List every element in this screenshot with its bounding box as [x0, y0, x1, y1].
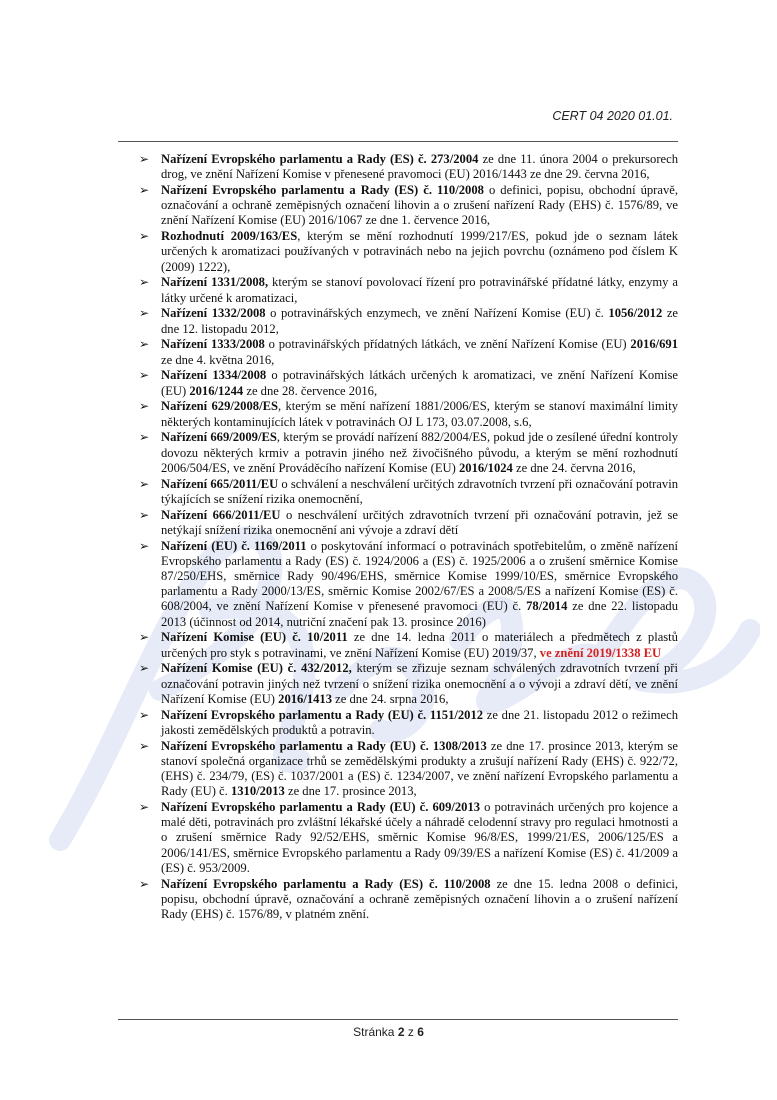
list-item: [137, 739, 678, 800]
bold-reference: Nařízení Evropského parlamentu a Rady (EU) č. 1151/2012: [161, 707, 484, 722]
list-item: [137, 183, 678, 229]
arrowhead-bullet-icon: ➢: [139, 183, 150, 197]
item-text: ze dne 17. prosince 2013, kterým se stanoví společná organizace trhů se zemědělskými produkty a zrušují nařízení Rady (EHS) č. 922/72, (EHS) č. 234/79, (ES) č. 1037/2001 a (ES) č. 1234/2007, ve znění nařízení Evropského parlamentu a Rady (EU) č.: [161, 738, 678, 799]
list-item: [137, 477, 678, 507]
list-item: [137, 306, 678, 336]
bold-reference: Nařízení 1333/2008: [161, 337, 265, 352]
list-item: [137, 630, 678, 660]
item-text: o potravinářských přídatných látkách, ve znění Nařízení Komise (EU): [264, 337, 631, 352]
bold-reference: Nařízení 1332/2008: [161, 306, 266, 321]
arrowhead-bullet-icon: ➢: [139, 707, 150, 722]
item-text: , kterým se mění nařízení 1881/2006/ES, kterým se stanoví maximální limity některých kontaminujících látek v potravinách OJ L 173, 03.07.2008, s.6,: [161, 399, 678, 429]
list-item: [137, 275, 678, 305]
arrowhead-bullet-icon: ➢: [139, 661, 150, 676]
arrowhead-bullet-icon: ➢: [139, 476, 150, 491]
arrowhead-bullet-icon: ➢: [139, 399, 150, 414]
item-text: ze dne 4. května 2016,: [161, 352, 275, 367]
list-item: [137, 800, 678, 876]
item-text: kterým se zřizuje seznam schválených zdravotních tvrzení při označování potravin jiných než tvrzení o snížení rizika onemocnění a o vývoji a zdraví dětí, ve znění Nařízení Komise (EU): [161, 661, 678, 706]
bold-reference: Nařízení 1334/2008: [161, 368, 267, 383]
arrowhead-bullet-icon: ➢: [139, 738, 150, 753]
arrowhead-bullet-icon: ➢: [139, 430, 150, 445]
list-item: [137, 368, 678, 398]
arrowhead-bullet-icon: ➢: [139, 800, 150, 815]
list-item: [137, 508, 678, 538]
item-text: o potravinářských látkách určených k aromatizaci, ve znění Nařízení Komise (EU): [161, 368, 678, 398]
item-text: ze dne 14. ledna 2011 o materiálech a předmětech z plastů určených pro styk s potravinami, ve znění Nařízení Komise (EU) 2019/37,: [161, 630, 678, 660]
page-footer: [0, 1025, 777, 1039]
item-text: o schválení a neschválení určitých zdravotních tvrzení při označování potravin týkajících se snížení rizika onemocnění,: [161, 476, 678, 506]
item-text: ze dne 28. července 2016,: [243, 383, 378, 398]
list-item: [137, 152, 678, 182]
bold-reference: Nařízení 629/2008/ES: [161, 399, 278, 414]
bold-reference: Nařízení Evropského parlamentu a Rady (ES) č. 110/2008: [161, 876, 491, 891]
bold-reference: 78/2014: [526, 599, 568, 614]
arrowhead-bullet-icon: ➢: [139, 229, 150, 244]
arrowhead-bullet-icon: ➢: [139, 507, 150, 522]
bold-reference: Nařízení 666/2011/EU: [161, 507, 281, 522]
bold-reference: Nařízení Evropského parlamentu a Rady (EU) č. 609/2013: [161, 800, 481, 815]
bold-reference: Rozhodnutí 2009/163/ES: [161, 229, 298, 244]
footer-divider: [118, 1019, 678, 1020]
item-text: o neschválení určitých zdravotních tvrzení při označování potravin, jež se netýkají snížení rizika onemocnění ani vývoje a zdraví dětí: [161, 507, 678, 537]
item-text: o poskytování informací o potravinách spotřebitelům, o změně nařízení Evropského parlamentu a Rady (ES) č. 1924/2006 a (ES) č. 1925/2006 a o zrušení směrnice Komise 87/250/EHS, směrnice Rady 90/496/EHS, směrnice Komise 1999/10/ES, směrnice Evropského parlamentu a Rady 2000/13/ES, směrnic Komise 2002/67/ES a 2008/5/ES a nařízení Komise (ES) č. 608/2004, ve znění Nařízení Komise v přenesené pravomoci (EU) č.: [161, 538, 678, 614]
arrowhead-bullet-icon: ➢: [139, 306, 150, 321]
item-text: o definici, popisu, obchodní úpravě, označování a ochraně zeměpisných označení lihovin a o zrušení nařízení Rady (EHS) č. 1576/89, ve znění Nařízení Komise (EU) 2016/1067 ze dne 1. července 2016,: [161, 183, 679, 228]
bold-reference: Nařízení Evropského parlamentu a Rady (ES) č. 110/2008: [161, 183, 484, 197]
arrowhead-bullet-icon: ➢: [139, 275, 150, 290]
item-text: o potravinách určených pro kojence a malé děti, potravinách pro zvláštní lékařské účely a náhradě celodenní stravy pro regulaci hmotnosti a o zrušení směrnice Rady 92/52/EHS, směrnic Komise 96/8/ES, 1999/21/ES, 2006/125/ES a 2006/141/ES, směrnice Evropského parlamentu a Rady 09/39/ES a nařízení Komise (ES) č. 41/2009 a (ES) č. 953/2009.: [161, 800, 678, 875]
item-text: ze dne 17. prosince 2013,: [284, 784, 417, 799]
bold-reference: 2016/691: [630, 337, 678, 352]
bold-reference: Nařízení (EU) č. 1169/2011: [161, 538, 307, 553]
total-pages: 6: [417, 1025, 424, 1039]
bold-reference: Nařízení 1331/2008,: [161, 275, 269, 290]
arrowhead-bullet-icon: ➢: [139, 337, 150, 352]
bold-reference: Nařízení Evropského parlamentu a Rady (ES) č. 273/2004: [161, 152, 479, 166]
current-page: 2: [397, 1025, 405, 1039]
page-label: Stránka: [353, 1025, 398, 1039]
list-item: [137, 399, 678, 429]
bold-reference: 2016/1024: [458, 460, 513, 475]
bold-reference: 2016/1244: [189, 383, 244, 398]
list-item: [137, 661, 678, 707]
item-text: ze dne 15. ledna 2008 o definici, popisu, obchodní úpravě, označování a ochraně zeměpisných označení lihovin a o zrušení nařízení Rady (EHS) č. 1576/89, v platném znění.: [161, 876, 678, 922]
arrowhead-bullet-icon: ➢: [139, 368, 150, 383]
list-item: [137, 877, 678, 923]
bold-reference: 1310/2013: [230, 784, 285, 799]
item-text: ze dne 22. listopadu 2013 (účinnost od 2014, nutriční značení pak 13. prosince 2016): [161, 599, 679, 629]
page-separator: z: [404, 1025, 418, 1039]
item-text: kterým se stanoví povolovací řízení pro potravinářské přídatné látky, enzymy a látky určené k aromatizaci,: [161, 275, 678, 305]
arrowhead-bullet-icon: ➢: [139, 630, 150, 645]
arrowhead-bullet-icon: ➢: [139, 152, 150, 166]
item-text: ze dne 12. listopadu 2012,: [161, 306, 679, 336]
item-text: ze dne 24. června 2016,: [512, 460, 636, 475]
arrowhead-bullet-icon: ➢: [139, 538, 150, 553]
bold-reference: Nařízení Komise (EU) č. 10/2011: [161, 630, 348, 645]
header-divider: [118, 141, 678, 142]
item-text: ze dne 24. srpna 2016,: [332, 691, 449, 706]
bold-reference: Nařízení Komise (EU) č. 432/2012,: [161, 661, 352, 676]
bold-reference: 2016/1413: [278, 691, 333, 706]
bold-reference: Nařízení 665/2011/EU: [161, 476, 279, 491]
bold-reference: Nařízení 669/2009/ES: [161, 430, 277, 445]
highlighted-amendment: ve znění 2019/1338 EU: [539, 645, 662, 660]
item-text: ze dne 11. února 2004 o prekursorech drog, ve znění Nařízení Komise v přenesené pravomoci (EU) 2016/1443 ze dne 29. června 2016,: [161, 152, 678, 182]
bold-reference: 1056/2012: [608, 306, 663, 321]
list-item: [137, 337, 678, 367]
item-text: , kterým se provádí nařízení 882/2004/ES, pokud jde o zesílené úřední kontroly dovozu některých krmiv a potravin jiného než živočišného původu, a kterým se mění rozhodnutí 2006/504/ES, ve znění Prováděcího nařízení Komise (EU): [161, 430, 678, 475]
list-item: [137, 708, 678, 738]
legislation-list: [137, 152, 678, 923]
list-item: [137, 430, 678, 476]
item-text: , kterým se mění rozhodnutí 1999/217/ES, pokud jde o seznam látek určených k aromatizaci používaných v potravinách nebo na jejich povrchu (oznámeno pod číslem K (2009) 1222),: [161, 229, 678, 274]
arrowhead-bullet-icon: ➢: [139, 876, 150, 891]
document-reference: CERT 04 2020 01.01.: [552, 109, 673, 123]
list-item: [137, 229, 678, 275]
bold-reference: Nařízení Evropského parlamentu a Rady (EU) č. 1308/2013: [161, 738, 487, 753]
list-item: [137, 539, 678, 630]
item-text: o potravinářských enzymech, ve znění Nařízení Komise (EU) č.: [265, 306, 609, 321]
item-text: ze dne 21. listopadu 2012 o režimech jakosti zemědělských produktů a potravin.: [161, 707, 678, 737]
